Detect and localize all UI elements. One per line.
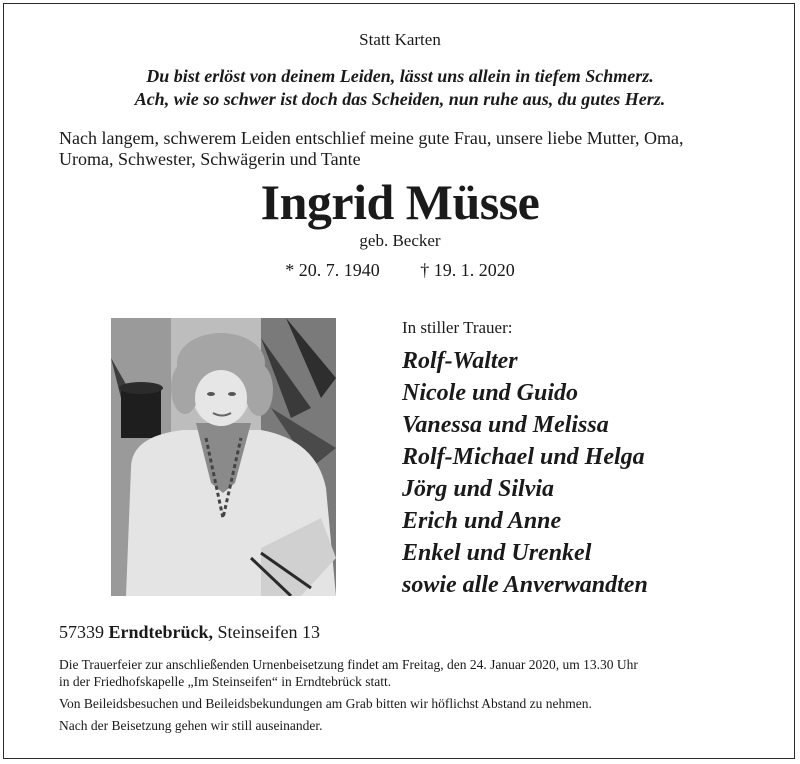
mourner-item: Vanessa und Melissa xyxy=(402,412,609,438)
notes xyxy=(59,656,749,739)
mourner-item: Rolf-Michael und Helga xyxy=(402,444,645,470)
portrait-illustration xyxy=(111,318,336,596)
funeral-line-2: in der Friedhofskapelle „Im Steinseifen“ in Erndtebrück statt. xyxy=(59,674,392,689)
deceased-name: Ingrid Müsse xyxy=(260,174,540,230)
intro-line-2: Uroma, Schwester, Schwägerin und Tante xyxy=(59,149,361,169)
mourner-item: Rolf-Walter xyxy=(402,348,518,374)
verse xyxy=(0,65,800,111)
mourner-item: Erich und Anne xyxy=(402,508,562,534)
intro-line-1: Nach langem, schwerem Leiden entschlief meine gute Frau, unsere liebe Mutter, Oma, xyxy=(59,128,684,148)
address-street: Steinseifen 13 xyxy=(217,622,320,642)
closing-note: Nach der Beisetzung gehen wir still auseinander. xyxy=(59,718,323,733)
mourner-item: Nicole und Guido xyxy=(402,380,579,406)
header-statt-karten: Statt Karten xyxy=(359,30,441,49)
mourner-item: Enkel und Urenkel xyxy=(402,540,592,566)
maiden-name: geb. Becker xyxy=(359,231,441,250)
address xyxy=(59,622,320,643)
birth-date: * 20. 7. 1940 xyxy=(285,260,380,280)
mourner-item: Jörg und Silvia xyxy=(402,476,555,502)
portrait-photo xyxy=(111,318,336,596)
verse-line-1: Du bist erlöst von deinem Leiden, lässt uns allein in tiefem Schmerz. xyxy=(146,66,654,86)
mourner-item: sowie alle Anverwandten xyxy=(402,572,648,598)
funeral-line-1: Die Trauerfeier zur anschließenden Urnenbeisetzung findet am Freitag, den 24. Januar 2020, um 13.30 Uhr xyxy=(59,657,638,672)
condolence-note: Von Beileidsbesuchen und Beileidsbekundungen am Grab bitten wir höflichst Abstand zu nehmen. xyxy=(59,696,592,711)
mourning-label: In stiller Trauer: xyxy=(402,318,513,337)
life-dates xyxy=(0,260,800,281)
address-zip: 57339 xyxy=(59,622,104,642)
death-date: † 19. 1. 2020 xyxy=(420,260,515,280)
funeral-info xyxy=(59,656,749,690)
address-city: Erndtebrück, xyxy=(108,622,214,642)
verse-line-2: Ach, wie so schwer ist doch das Scheiden, nun ruhe aus, du gutes Herz. xyxy=(134,89,666,109)
mourners-list xyxy=(402,345,648,601)
intro-text xyxy=(59,128,759,170)
